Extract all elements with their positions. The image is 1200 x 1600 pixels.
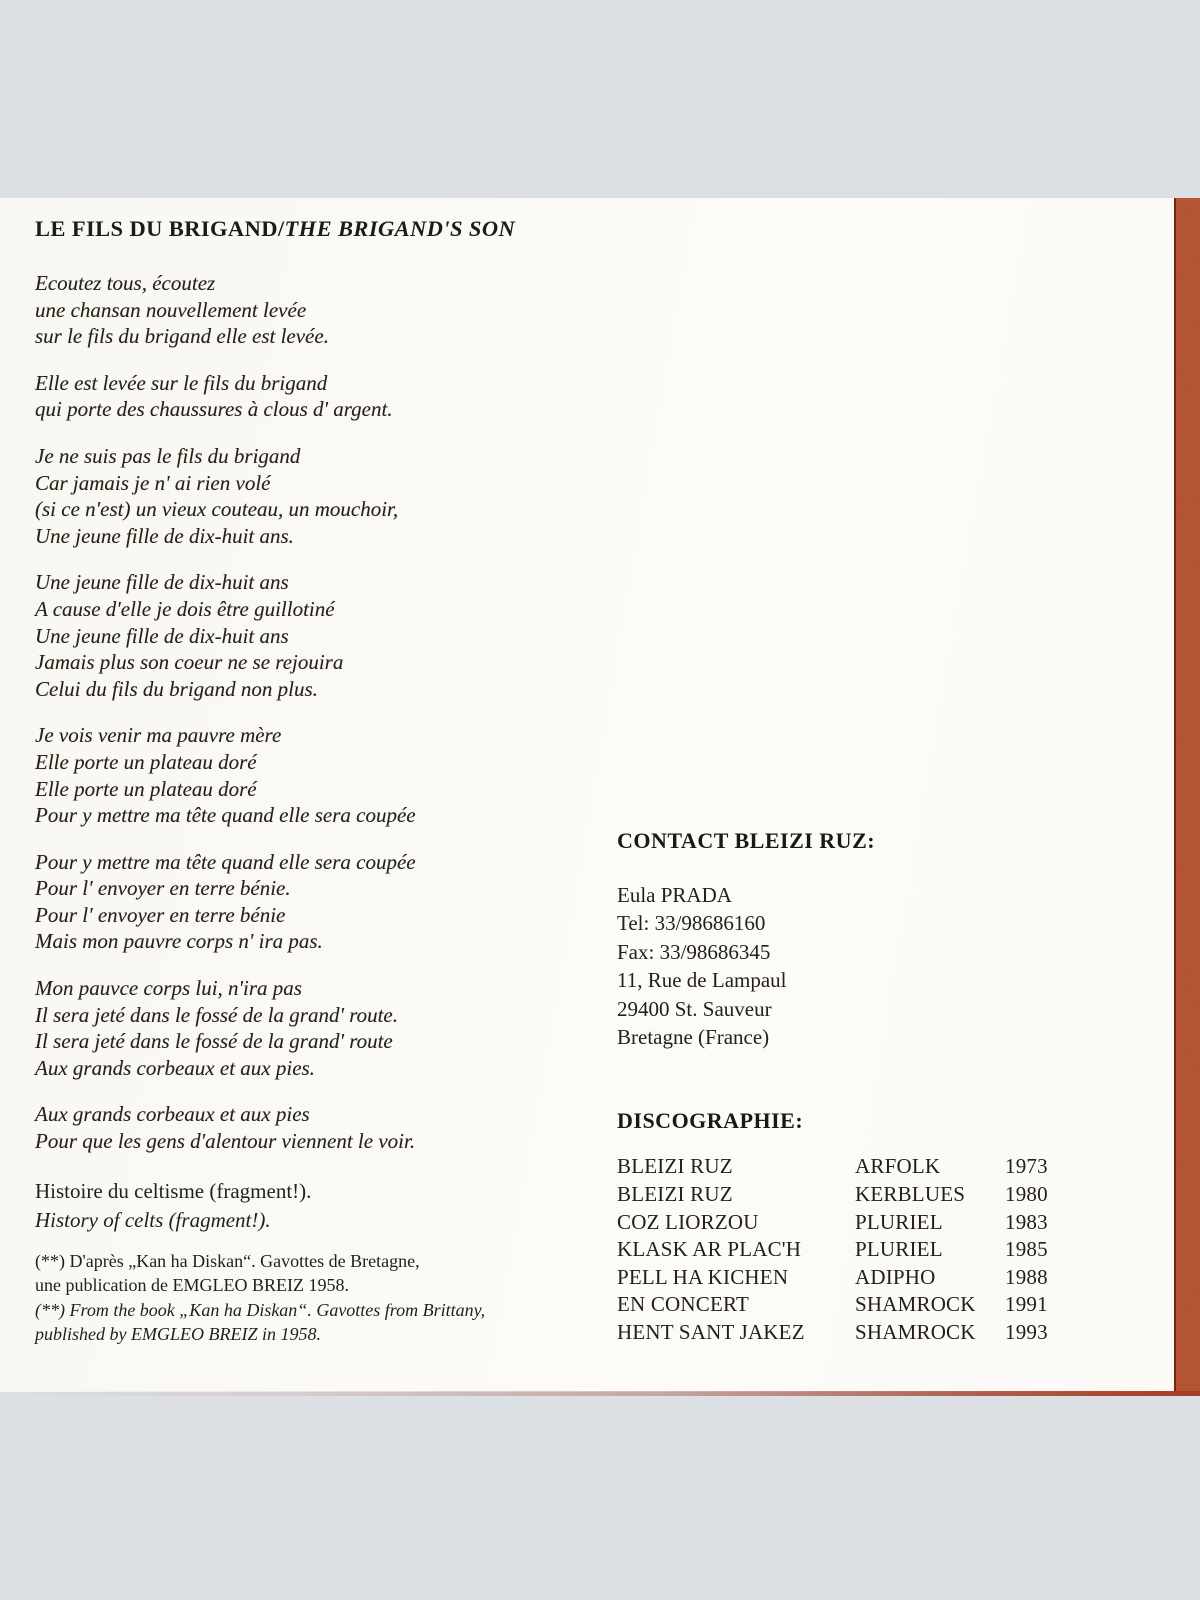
lyric-line: Mon pauvce corps lui, n'ira pas: [35, 976, 302, 1001]
footnote-french-line2: une publication de EMGLEO BREIZ 1958.: [35, 1275, 349, 1296]
release-year: 1985: [1005, 1237, 1048, 1262]
release-year: 1973: [1005, 1154, 1048, 1179]
album-title: BLEIZI RUZ: [617, 1154, 733, 1179]
discography-row: [617, 1209, 1077, 1237]
lyric-line: Elle porte un plateau doré: [35, 749, 257, 774]
release-year: 1980: [1005, 1182, 1048, 1207]
contact-line: 11, Rue de Lampaul: [617, 968, 787, 993]
lyric-line: Une jeune fille de dix-huit ans: [35, 570, 289, 595]
discography-row: [617, 1291, 1077, 1319]
stanza: [35, 975, 610, 1081]
lyric-line: Elle est levée sur le fils du brigand: [35, 370, 328, 395]
lyric-line: une chansan nouvellement levée: [35, 297, 307, 322]
stanza: [35, 443, 610, 549]
footnote-english-line1: (**) From the book „Kan ha Diskan“. Gavottes from Brittany,: [35, 1299, 486, 1320]
lyric-line: qui porte des chaussures à clous d' argent.: [35, 397, 393, 422]
lyric-line: Je vois venir ma pauvre mère: [35, 723, 282, 748]
discography-table: [617, 1153, 1077, 1346]
red-spine-strip: [1174, 198, 1200, 1392]
footnote-french-line1: (**) D'après „Kan ha Diskan“. Gavottes de Bretagne,: [35, 1250, 420, 1271]
album-title: EN CONCERT: [617, 1292, 749, 1317]
stanza: [35, 370, 610, 423]
contact-line: Fax: 33/98686345: [617, 939, 771, 964]
contact-line: Eula PRADA: [617, 883, 732, 907]
lyrics-column: [35, 214, 610, 1347]
lyric-line: Mais mon pauvre corps n' ira pas.: [35, 929, 323, 954]
info-column: [617, 827, 1077, 1347]
lyrics: [35, 270, 610, 1155]
lyric-line: Ecoutez tous, écoutez: [35, 271, 216, 295]
red-strip-texture: [1176, 198, 1200, 1392]
booklet-page: [0, 198, 1200, 1392]
stanza: [35, 722, 610, 828]
source-footnote: [35, 1249, 610, 1347]
release-year: 1983: [1005, 1209, 1048, 1234]
contact-line: 29400 St. Sauveur: [617, 996, 772, 1021]
discography-heading: DISCOGRAPHIE:: [617, 1108, 804, 1134]
lyric-line: Pour y mettre ma tête quand elle sera coupée: [35, 849, 416, 874]
lyric-line: Aux grands corbeaux et aux pies: [35, 1102, 310, 1127]
lyric-line: Pour l' envoyer en terre bénie: [35, 902, 286, 927]
record-label: SHAMROCK: [855, 1292, 976, 1317]
release-year: 1993: [1005, 1320, 1048, 1344]
page-bottom-shadow: [0, 1391, 1200, 1396]
song-title-english: THE BRIGAND'S SON: [284, 216, 516, 241]
contact-line: Tel: 33/98686160: [617, 911, 766, 936]
contact-line: Bretagne (France): [617, 1025, 770, 1050]
lyric-line: Il sera jeté dans le fossé de la grand' route.: [35, 1002, 398, 1027]
histoire-note: [35, 1177, 610, 1235]
lyric-line: Une jeune fille de dix-huit ans.: [35, 523, 294, 548]
lyric-line: Jamais plus son coeur ne se rejouira: [35, 650, 344, 675]
lyric-line: Pour y mettre ma tête quand elle sera coupée: [35, 803, 416, 828]
lyric-line: Je ne suis pas le fils du brigand: [35, 443, 301, 468]
discography-row: [617, 1264, 1077, 1292]
stanza: [35, 849, 610, 955]
lyric-line: Celui du fils du brigand non plus.: [35, 676, 318, 701]
stanza: [35, 1101, 610, 1154]
lyric-line: Elle porte un plateau doré: [35, 776, 257, 801]
histoire-english: History of celts (fragment!).: [35, 1207, 271, 1232]
discography-row: [617, 1236, 1077, 1264]
lyric-line: Une jeune fille de dix-huit ans: [35, 623, 289, 648]
discography-row: [617, 1319, 1077, 1347]
album-title: PELL HA KICHEN: [617, 1264, 789, 1289]
release-year: 1991: [1005, 1292, 1048, 1317]
histoire-french: Histoire du celtisme (fragment!).: [35, 1178, 312, 1203]
album-title: BLEIZI RUZ: [617, 1182, 733, 1207]
lyric-line: sur le fils du brigand elle est levée.: [35, 324, 329, 349]
lyric-line: A cause d'elle je dois être guillotiné: [35, 596, 335, 621]
lyric-line: Car jamais je n' ai rien volé: [35, 470, 271, 495]
lyric-line: Pour que les gens d'alentour viennent le voir.: [35, 1129, 416, 1154]
lyric-line: Aux grands corbeaux et aux pies.: [35, 1055, 315, 1080]
album-title: HENT SANT JAKEZ: [617, 1320, 805, 1344]
record-label: ADIPHO: [855, 1264, 936, 1289]
record-label: PLURIEL: [855, 1209, 943, 1234]
lyric-line: Il sera jeté dans le fossé de la grand' route: [35, 1029, 393, 1054]
record-label: KERBLUES: [855, 1182, 966, 1207]
lyric-line: (si ce n'est) un vieux couteau, un mouchoir,: [35, 497, 399, 522]
record-label: SHAMROCK: [855, 1320, 976, 1344]
lyric-line: Pour l' envoyer en terre bénie.: [35, 876, 291, 901]
contact-address: [617, 881, 1077, 1051]
song-title-french: LE FILS DU BRIGAND/: [35, 216, 285, 241]
contact-heading: CONTACT BLEIZI RUZ:: [617, 828, 876, 853]
discography-row: [617, 1181, 1077, 1209]
stanza: [35, 270, 610, 350]
record-label: ARFOLK: [855, 1154, 941, 1179]
stanza: [35, 569, 610, 702]
album-title: COZ LIORZOU: [617, 1209, 759, 1234]
discography-row: [617, 1153, 1077, 1181]
release-year: 1988: [1005, 1264, 1048, 1289]
record-label: PLURIEL: [855, 1237, 943, 1262]
album-title: KLASK AR PLAC'H: [617, 1237, 802, 1262]
footnote-english-line2: published by EMGLEO BREIZ in 1958.: [35, 1324, 321, 1345]
song-title: [35, 214, 610, 244]
